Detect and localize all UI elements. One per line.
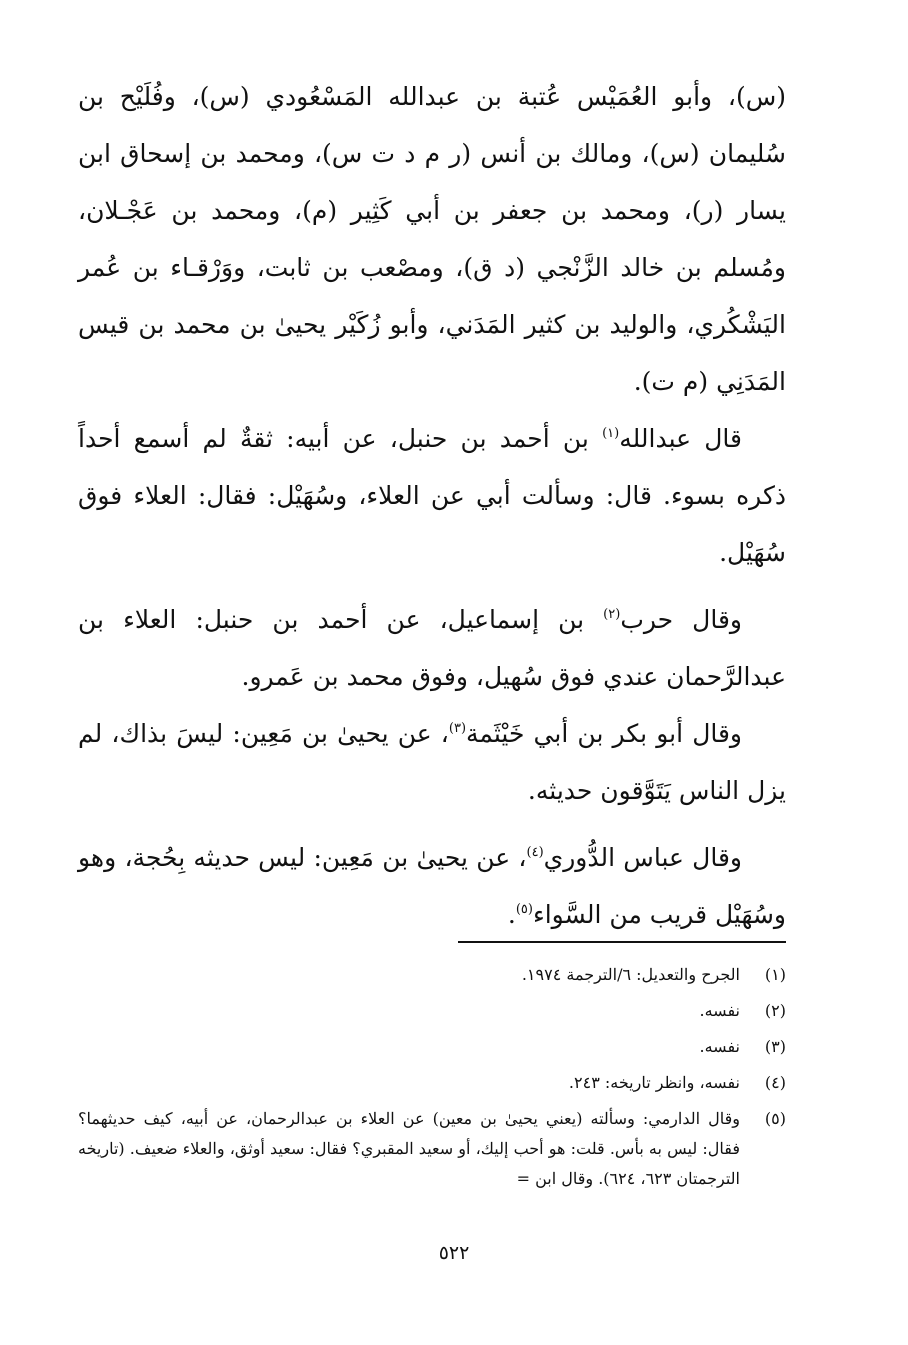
paragraph-text: بن أحمد بن حنبل، عن أبيه: ثقةٌ لم أسمع أحداً ذكره بسوء. قال: وسألت أبي عن العلاء، وسُهَيْل: فقال: العلاء فوق سُهَيْل. [78,424,786,567]
footnote-reference: (٣) [448,721,467,736]
paragraph-text: قال عبدالله [619,424,742,453]
footnote-text: نفسه. [699,1001,740,1020]
footnote-number: (٣) [764,1037,786,1056]
footnote-number: (٢) [764,1001,786,1020]
paragraph-text: وقال حرب [620,605,742,634]
footnote-reference: (٤) [526,845,544,860]
page-number: ٥٢٢ [438,1242,470,1264]
footnote-reference: (٥) [515,902,533,917]
footnote-separator [458,941,786,943]
paragraph-narrators-list: (س)، وأبو العُمَيْس عُتبة بن عبدالله المَسْعُودي (س)، وفُلَيْح بن سُليمان (س)، ومالك بن أنس (ر م د ت س)، ومحمد بن إسحاق ابن يسار (ر)، ومحمد بن جعفر بن أبي كَثِير (م)، ومحمد بن عَجْـلان، ومُسلم بن خالد الزَّنْجي (د ق)، ومصْعب بن ثابت، ووَرْقـاء بن عُمر اليَشْكُري، والوليد بن كثير المَدَني، وأبو زُكَيْر يحيىٰ بن محمد بن قيس المَدَنِي (م ت). [78,82,786,396]
main-text [78,68,786,943]
paragraph-abdullah [78,410,786,581]
footnote-text: وقال الدارمي: وسألته (يعني يحيىٰ بن معين) عن العلاء بن عبدالرحمان، عن أبيه، كيف حديثهما؟ فقال: ليس به بأس. قلت: هو أحب إليك، أو سعيد المقبري؟ فقال: سعيد أوثق، والعلاء ضعيف. (تاريخه الترجمتان ٦٢٣، ٦٢٤). وقال ابن = [78,1109,740,1188]
paragraph-text: ، عن يحيىٰ بن مَعِين: ليس حديثه بِحُجة، وهو وسُهَيْل قريب من السَّواء [78,843,786,929]
footnote-text: نفسه. [699,1037,740,1056]
paragraph-text: وقال عباس الدُّوري [543,843,742,872]
footnote-text: الجرح والتعديل: ٦/الترجمة ١٩٧٤. [521,965,740,984]
footnote-item [78,1104,786,1194]
footnote-item [78,1032,786,1062]
footnote-number: (٥) [764,1109,786,1128]
footnote-item [78,960,786,990]
paragraph-text: وقال أبو بكر بن أبي خَيْثَمة [466,719,742,748]
paragraph-text: . [507,900,516,929]
footnote-reference: (١) [602,426,620,441]
footnote-item [78,996,786,1026]
paragraph-harb [78,591,786,705]
footnote-item [78,1068,786,1098]
paragraph-text: ، عن يحيىٰ بن مَعِين: ليسَ بذاك، لم يزل الناس يَتَوَّقون حديثه. [78,719,786,805]
footnotes [78,960,786,1200]
footnote-number: (١) [764,965,786,984]
paragraph-abbas [78,829,786,943]
footnote-text: نفسه، وانظر تاريخه: ٢٤٣. [568,1073,740,1092]
paragraph-text: بن إسماعيل، عن أحمد بن حنبل: العلاء بن عبدالرَّحمان عندي فوق سُهيل، وفوق محمد بن عَمرو. [78,605,786,691]
paragraph-abu-bakr [78,705,786,819]
footnote-number: (٤) [764,1073,786,1092]
footnote-reference: (٢) [603,607,621,622]
